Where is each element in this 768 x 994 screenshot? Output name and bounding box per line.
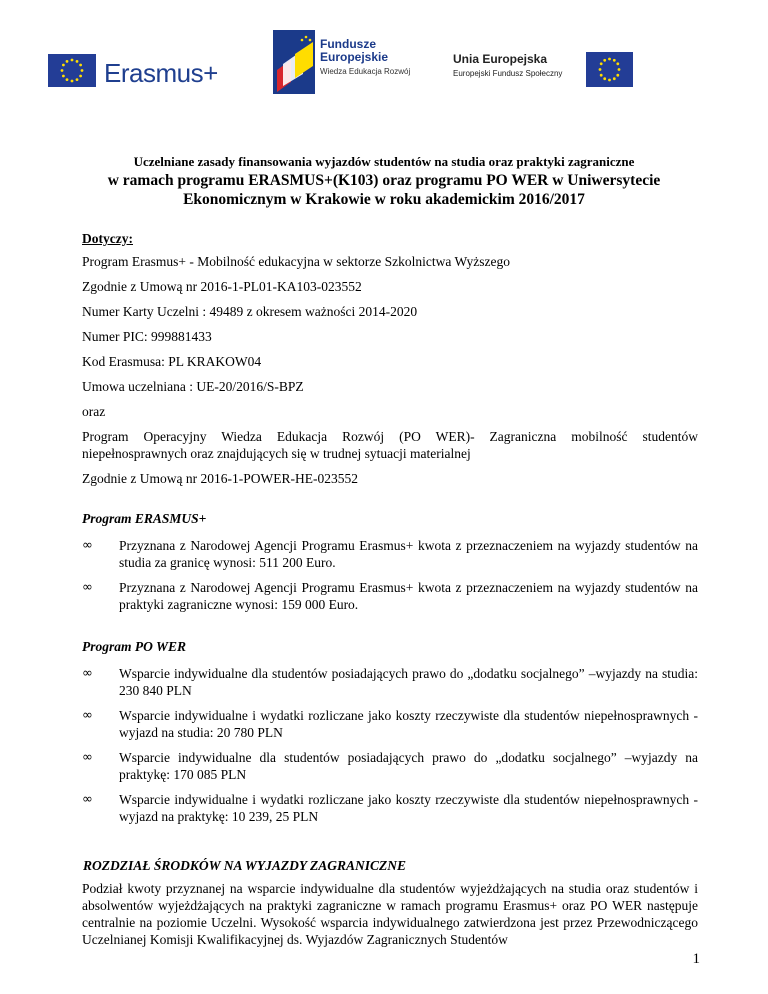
dotyczy-heading: Dotyczy:	[82, 231, 133, 246]
list-item	[82, 791, 698, 825]
rozdzial-paragraph: Podział kwoty przyznanej na wsparcie indywidualne dla studentów wyjeżdżających na studia oraz studentów i absolwentów wyjeżdżających na praktyki zagraniczne w ramach programu Erasmus+ oraz PO WER następuje centralnie na poziomie Uczelni. Wysokość wsparcia indywidualnego zatwierdzona jest przez Przewodniczącego Uczelnianej Komisji Kwalifikacyjnej ds. Wyjazdów Zagranicznych Studentów	[82, 881, 698, 947]
dotyczy-line: Numer PIC: 999881433	[82, 329, 212, 344]
program-power-description: Program Operacyjny Wiedza Edukacja Rozwój (PO WER)- Zagraniczna mobilność studentów niepełnosprawnych oraz znajdujących się w trudnej sytuacji materialnej	[82, 429, 698, 461]
dotyczy-line: Numer Karty Uczelni : 49489 z okresem ważności 2014-2020	[82, 304, 418, 319]
dotyczy-line: Kod Erasmusa: PL KRAKOW04	[82, 354, 262, 369]
power-section-heading: Program PO WER	[82, 639, 187, 654]
list-item	[82, 749, 698, 783]
bullet-glyph: ∞	[82, 580, 93, 595]
document-title	[90, 152, 678, 209]
dotyczy-line: Zgodnie z Umową nr 2016-1-PL01-KA103-023552	[82, 279, 362, 294]
bullet-glyph: ∞	[82, 750, 93, 765]
erasmus-section-heading: Program ERASMUS+	[82, 511, 207, 526]
list-item-text: Wsparcie indywidualne dla studentów posiadających prawo do „dodatku socjalnego” –wyjazdy na praktykę: 170 085 PLN	[119, 750, 698, 782]
list-item-text: Przyznana z Narodowej Agencji Programu Erasmus+ kwota z przeznaczeniem na wyjazdy studentów na praktyki zagraniczne wynosi: 159 000 Euro.	[119, 580, 698, 612]
power-agreement-line: Zgodnie z Umową nr 2016-1-POWER-HE-023552	[82, 471, 358, 486]
bullet-glyph: ∞	[82, 666, 93, 681]
list-item-text: Przyznana z Narodowej Agencji Programu Erasmus+ kwota z przeznaczeniem na wyjazdy studentów na studia za granicę wynosi: 511 200 Euro.	[119, 538, 698, 570]
fe-title-line1: Fundusze	[320, 37, 376, 51]
eu-flag-icon	[48, 54, 96, 87]
fe-title-line2: Europejskie	[320, 50, 389, 64]
list-item	[82, 707, 698, 741]
ue-subtitle: Europejski Fundusz Społeczny	[453, 69, 563, 78]
list-item-text: Wsparcie indywidualne dla studentów posiadających prawo do „dodatku socjalnego” –wyjazdy na studia: 230 840 PLN	[119, 666, 698, 698]
list-item	[82, 579, 698, 613]
bullet-glyph: ∞	[82, 538, 93, 553]
rozdzial-heading: ROZDZIAŁ ŚRODKÓW NA WYJAZDY ZAGRANICZNE	[83, 858, 407, 873]
title-line-1: Uczelniane zasady finansowania wyjazdów studentów na studia oraz praktyki zagraniczne	[133, 154, 635, 169]
fe-logo-icon	[273, 30, 315, 94]
fe-text-block	[320, 38, 410, 76]
dotyczy-line: oraz	[82, 404, 106, 419]
erasmus-logo	[48, 54, 218, 94]
ue-text-block	[453, 52, 562, 78]
bullet-glyph: ∞	[82, 792, 93, 807]
title-line-2: w ramach programu ERASMUS+(K103) oraz programu PO WER w Uniwersytecie	[107, 172, 661, 189]
document-body	[82, 230, 698, 948]
bullet-glyph: ∞	[82, 708, 93, 723]
list-item	[82, 537, 698, 571]
fundusze-europejskie-logo	[273, 30, 653, 96]
dotyczy-line: Program Erasmus+ - Mobilność edukacyjna w sektorze Szkolnictwa Wyższego	[82, 254, 510, 269]
ue-title: Unia Europejska	[453, 52, 548, 66]
list-item-text: Wsparcie indywidualne i wydatki rozliczane jako koszty rzeczywiste dla studentów niepełnosprawnych - wyjazd na praktykę: 10 239, 25 PLN	[119, 792, 698, 824]
erasmus-list	[82, 537, 698, 613]
fe-subtitle: Wiedza Edukacja Rozwój	[320, 67, 411, 76]
power-list	[82, 665, 698, 825]
eu-flag-icon	[586, 52, 633, 87]
dotyczy-line: Umowa uczelniana : UE-20/2016/S-BPZ	[82, 379, 304, 394]
erasmus-logo-text: Erasmus+	[104, 58, 218, 88]
list-item	[82, 665, 698, 699]
list-item-text: Wsparcie indywidualne i wydatki rozliczane jako koszty rzeczywiste dla studentów niepełnosprawnych - wyjazd na studia: 20 780 PLN	[119, 708, 698, 740]
title-line-3: Ekonomicznym w Krakowie w roku akademickim 2016/2017	[183, 191, 585, 208]
page-number: 1	[692, 951, 700, 967]
